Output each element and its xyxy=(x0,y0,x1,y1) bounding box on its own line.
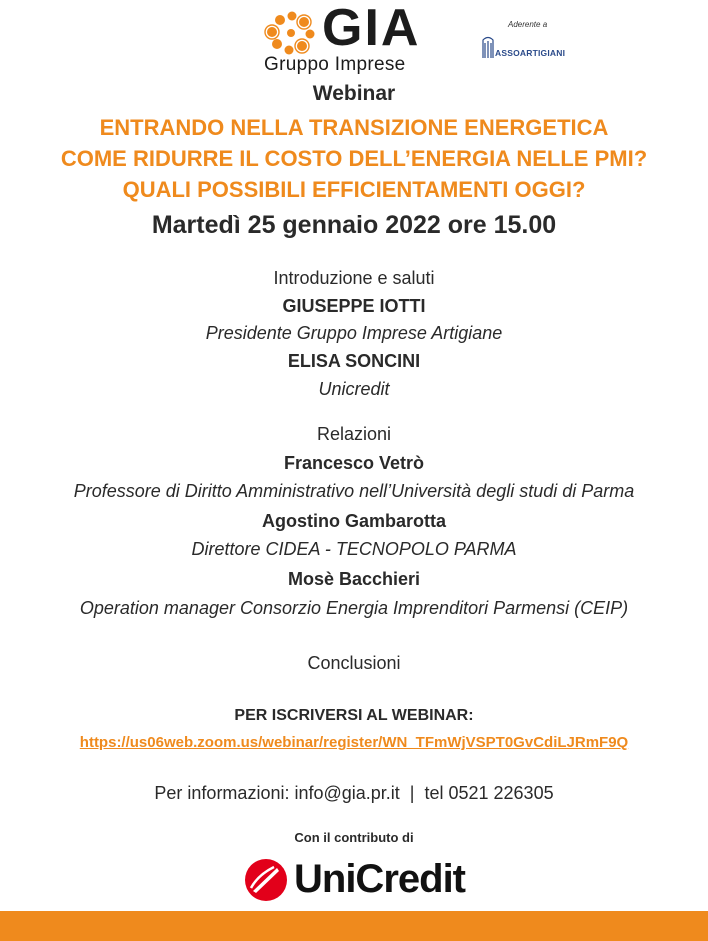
event-date: Martedì 25 gennaio 2022 ore 15.00 xyxy=(151,211,557,239)
title-line-3: QUALI POSSIBILI EFFICIENTAMENTI OGGI? xyxy=(122,177,586,202)
intro-label: Introduzione e saluti xyxy=(273,268,435,288)
speaker-name: Agostino Gambarotta xyxy=(261,511,446,531)
speaker-name: GIUSEPPE IOTTI xyxy=(282,296,426,316)
registration-label: PER ISCRIVERSI AL WEBINAR: xyxy=(234,707,474,724)
unicredit-mark-icon xyxy=(244,858,288,902)
bottom-accent-bar xyxy=(0,911,708,941)
gia-logo-text: GIA xyxy=(322,0,421,57)
relazioni-label: Relazioni xyxy=(316,424,392,444)
contact-info: Per informazioni: info@gia.pr.it | tel 0521 226305 xyxy=(154,783,554,803)
speaker-role: Direttore CIDEA - TECNOPOLO PARMA xyxy=(191,539,517,559)
event-type: Webinar xyxy=(312,82,396,105)
gia-logo-dots-icon xyxy=(262,10,320,56)
assoartigiani-text: ASSOARTIGIANI xyxy=(495,48,566,58)
title-line-2: COME RIDURRE IL COSTO DELL’ENERGIA NELLE PMI? xyxy=(60,146,648,171)
assoartigiani-logo xyxy=(481,34,591,60)
unicredit-text: UniCredit xyxy=(294,857,465,901)
speaker-role: Professore di Diritto Amministrativo nell’Università degli studi di Parma xyxy=(73,481,635,501)
title-line-1: ENTRANDO NELLA TRANSIZIONE ENERGETICA xyxy=(99,115,609,140)
speaker-role: Presidente Gruppo Imprese Artigiane xyxy=(205,323,503,343)
unicredit-logo xyxy=(244,854,468,904)
speaker-role: Operation manager Consorzio Energia Imprenditori Parmensi (CEIP) xyxy=(79,598,629,618)
speaker-name: Mosè Bacchieri xyxy=(287,569,421,589)
sponsor-label: Con il contributo di xyxy=(294,830,414,845)
speaker-name: ELISA SONCINI xyxy=(287,351,421,371)
conclusioni-label: Conclusioni xyxy=(307,653,401,673)
assoartigiani-emblem-icon xyxy=(481,34,495,60)
gia-logo-subtitle: Gruppo Imprese xyxy=(264,54,406,75)
gia-logo xyxy=(262,0,448,75)
speaker-role: Unicredit xyxy=(318,379,390,399)
aderente-label: Aderente a xyxy=(508,20,548,29)
speaker-name: Francesco Vetrò xyxy=(283,453,425,473)
registration-link[interactable]: https://us06web.zoom.us/webinar/register/WN_TFmWjVSPT0GvCdiLJRmF9Q xyxy=(79,734,629,751)
